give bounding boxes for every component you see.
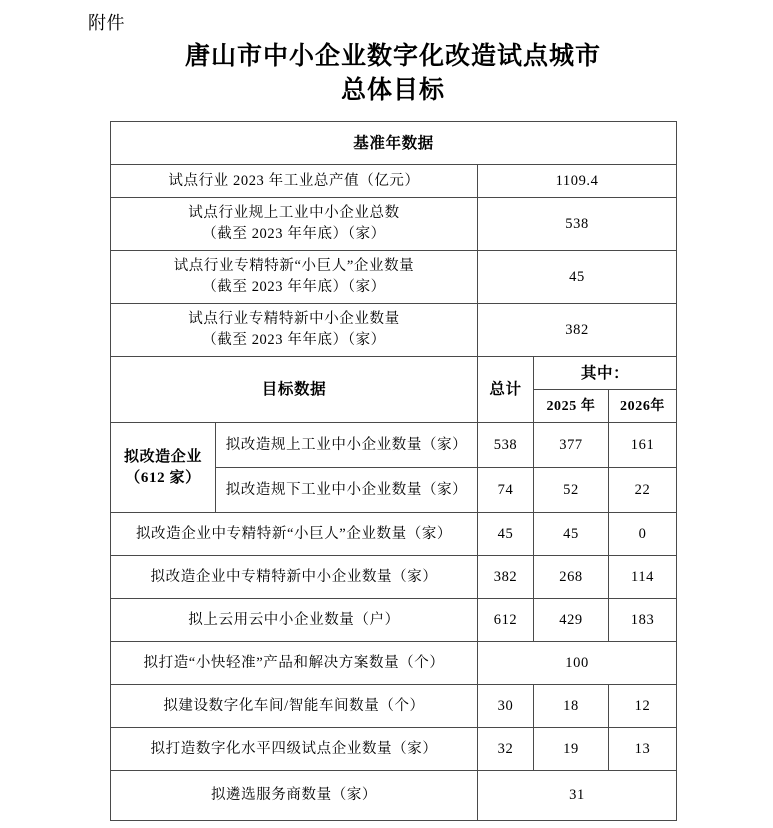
table-row <box>111 423 677 468</box>
row-label: 拟改造规下工业中小企业数量（家） <box>216 468 478 513</box>
table-row <box>111 251 677 304</box>
goals-table-container <box>110 121 676 821</box>
row-value-total: 30 <box>478 685 534 728</box>
row-value-2026: 183 <box>609 599 677 642</box>
row-value-2025: 268 <box>534 556 609 599</box>
row-value: 538 <box>478 198 677 251</box>
row-label <box>111 198 478 251</box>
table-row <box>111 685 677 728</box>
group-label-planned-retrofit-enterprises <box>111 423 216 513</box>
row-label-line-2: （截至 2023 年年底）（家） <box>202 332 386 348</box>
table-row <box>111 165 677 198</box>
row-label: 拟打造“小快轻准”产品和解决方案数量（个） <box>111 642 478 685</box>
overall-goals-table <box>110 121 677 821</box>
row-value-2026: 0 <box>609 513 677 556</box>
row-label-line-1: 试点行业专精特新“小巨人”企业数量 <box>173 258 415 274</box>
row-value-2025: 52 <box>534 468 609 513</box>
row-label: 拟改造规上工业中小企业数量（家） <box>216 423 478 468</box>
row-value-total: 45 <box>478 513 534 556</box>
row-label-line-1: 试点行业专精特新中小企业数量 <box>188 311 400 327</box>
row-label: 拟打造数字化水平四级试点企业数量（家） <box>111 728 478 771</box>
table-row <box>111 513 677 556</box>
table-row <box>111 304 677 357</box>
page-title <box>110 40 676 108</box>
total-column-header: 总计 <box>478 357 534 423</box>
page-title-line-1: 唐山市中小企业数字化改造试点城市 <box>184 43 601 70</box>
row-label <box>111 165 478 198</box>
row-value-2025: 19 <box>534 728 609 771</box>
row-value-2025: 18 <box>534 685 609 728</box>
year-2026-header: 2026年 <box>609 390 677 423</box>
row-label <box>111 304 478 357</box>
row-value-total: 100 <box>478 642 677 685</box>
row-value-2026: 12 <box>609 685 677 728</box>
row-label: 拟遴选服务商数量（家） <box>111 771 478 821</box>
row-value-2026: 22 <box>609 468 677 513</box>
row-value-2025: 377 <box>534 423 609 468</box>
row-value-total: 74 <box>478 468 534 513</box>
row-label-line-2: （截至 2023 年年底）（家） <box>202 226 386 242</box>
row-value-2025: 429 <box>534 599 609 642</box>
row-label: 拟上云用云中小企业数量（户） <box>111 599 478 642</box>
table-row <box>111 556 677 599</box>
row-value-2026: 161 <box>609 423 677 468</box>
row-value: 1109.4 <box>478 165 677 198</box>
row-label-line-2: （截至 2023 年年底）（家） <box>202 279 386 295</box>
page-title-line-2: 总体目标 <box>340 77 445 104</box>
row-value-2025: 45 <box>534 513 609 556</box>
table-row-goal-header-top <box>111 357 677 390</box>
row-value-total: 31 <box>478 771 677 821</box>
row-label: 拟建设数字化车间/智能车间数量（个） <box>111 685 478 728</box>
row-value-total: 32 <box>478 728 534 771</box>
table-row <box>111 642 677 685</box>
goal-section-header: 目标数据 <box>111 357 478 423</box>
row-value-total: 538 <box>478 423 534 468</box>
row-value-total: 382 <box>478 556 534 599</box>
row-label <box>111 251 478 304</box>
row-value-2026: 114 <box>609 556 677 599</box>
row-value-2026: 13 <box>609 728 677 771</box>
row-value: 45 <box>478 251 677 304</box>
row-value: 382 <box>478 304 677 357</box>
table-row <box>111 599 677 642</box>
row-label-line-1: 试点行业规上工业中小企业总数 <box>188 205 400 221</box>
row-label: 拟改造企业中专精特新“小巨人”企业数量（家） <box>111 513 478 556</box>
row-label-line-1: 试点行业 2023 年工业总产值（亿元） <box>168 172 420 189</box>
row-label: 拟改造企业中专精特新中小企业数量（家） <box>111 556 478 599</box>
table-row <box>111 728 677 771</box>
table-row <box>111 771 677 821</box>
group-label-line-1: 拟改造企业 <box>123 448 202 465</box>
baseline-section-header: 基准年数据 <box>111 122 677 165</box>
attachment-label: 附件 <box>88 13 125 33</box>
row-value-total: 612 <box>478 599 534 642</box>
group-label-line-2: （612 家） <box>125 469 201 486</box>
table-row-baseline-header <box>111 122 677 165</box>
among-which-header: 其中： <box>534 357 677 390</box>
year-2025-header: 2025 年 <box>534 390 609 423</box>
table-row <box>111 198 677 251</box>
